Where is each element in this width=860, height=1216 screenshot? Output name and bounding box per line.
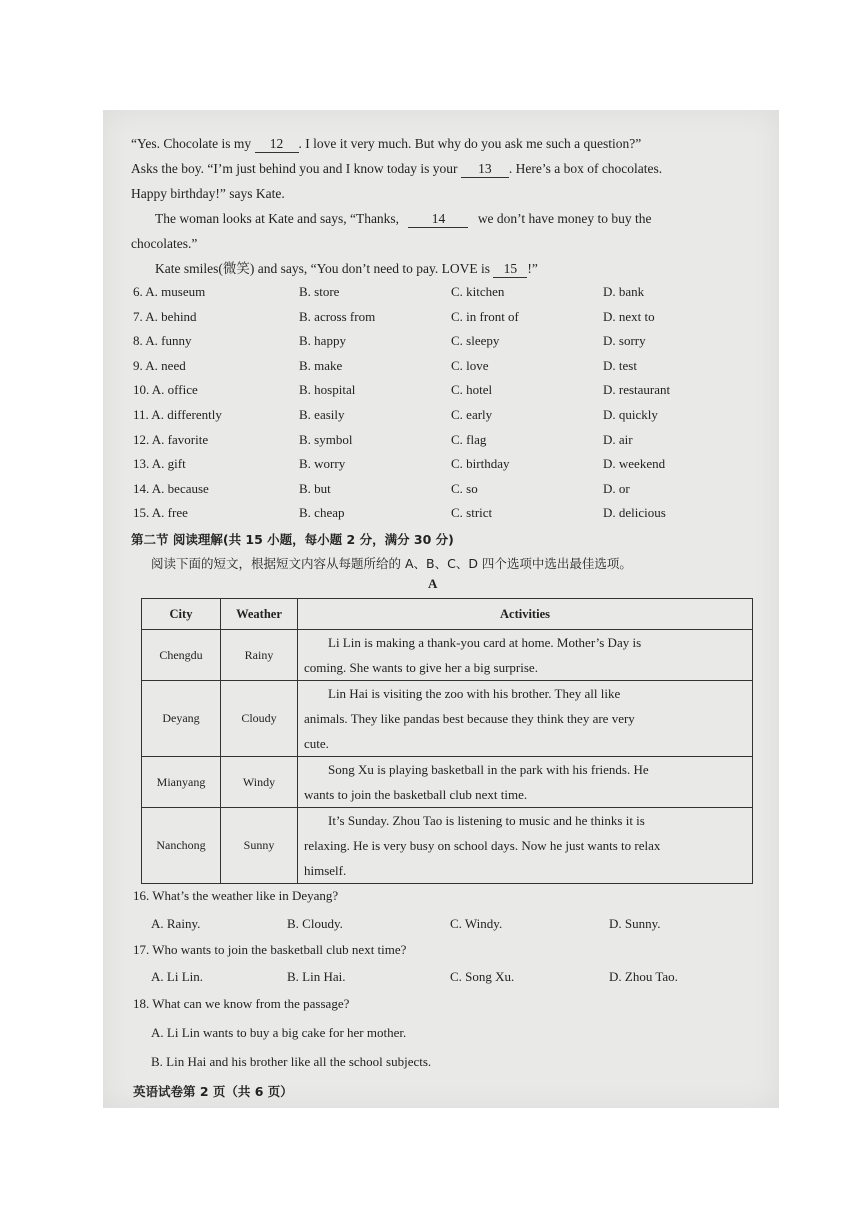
activity-cell [298, 757, 753, 808]
activity-line: Li Lin is making a thank-you card at home. Mother’s Day is [328, 635, 642, 650]
option-row [133, 333, 753, 358]
table-row [142, 630, 753, 681]
activity-line: himself. [304, 863, 347, 878]
option-a: 11. A. differently [133, 406, 222, 422]
activity-cell [298, 630, 753, 681]
q16-option-a: A. Rainy. [151, 916, 201, 931]
passage-line-6 [155, 257, 538, 281]
option-row [133, 358, 753, 383]
option-row [133, 432, 753, 457]
text: . I love it very much. But why do you ask me such a question?” [298, 136, 642, 151]
option-row [133, 309, 753, 334]
weather-cell: Sunny [221, 808, 298, 884]
option-row [133, 505, 753, 530]
option-c: C. in front of [451, 308, 519, 324]
table-row [142, 808, 753, 884]
header-activities: Activities [298, 599, 753, 630]
question-18: 18. What can we know from the passage? [133, 996, 350, 1011]
section-instruction: 阅读下面的短文，根据短文内容从每题所给的 A、B、C、D 四个选项中选出最佳选项。 [151, 556, 632, 571]
option-a: 12. A. favorite [133, 431, 209, 447]
table-row [142, 757, 753, 808]
activity-line: relaxing. He is very busy on school days. Now he just wants to relax [304, 838, 661, 853]
weather-table [141, 598, 753, 884]
option-c: C. flag [451, 431, 487, 447]
activity-line: It’s Sunday. Zhou Tao is listening to music and he thinks it is [328, 813, 645, 828]
activity-cell [298, 681, 753, 757]
option-c: C. birthday [451, 456, 510, 472]
activity-line: wants to join the basketball club next time. [304, 787, 528, 802]
city-cell: Chengdu [142, 630, 221, 681]
text: !” [527, 261, 538, 276]
option-a: 14. A. because [133, 480, 209, 496]
q17-option-c: C. Song Xu. [450, 969, 515, 984]
option-c: C. strict [451, 505, 493, 521]
q17-option-d: D. Zhou Tao. [609, 969, 678, 984]
option-row [133, 481, 753, 506]
page-footer: 英语试卷第 2 页（共 6 页） [133, 1084, 293, 1099]
option-a: 7. A. behind [133, 308, 197, 324]
option-a: 10. A. office [133, 382, 198, 398]
activity-cell [298, 808, 753, 884]
activity-line: cute. [304, 736, 329, 751]
activity-line: Song Xu is playing basketball in the park with his friends. He [328, 762, 649, 777]
option-row [133, 456, 753, 481]
header-weather: Weather [221, 599, 298, 630]
option-a: 8. A. funny [133, 333, 192, 349]
option-b: B. cheap [299, 505, 345, 521]
city-cell: Mianyang [142, 757, 221, 808]
q18-option-a: A. Li Lin wants to buy a big cake for her mother. [151, 1025, 407, 1040]
option-a: 6. A. museum [133, 284, 206, 299]
option-d: D. sorry [603, 333, 646, 349]
option-row [133, 407, 753, 432]
option-b: B. worry [299, 456, 346, 472]
text: Asks the boy. “I’m just behind you and I know today is your [131, 161, 458, 176]
table-header-row [142, 599, 753, 630]
text: we don’t have money to buy the [477, 211, 652, 226]
options-list [133, 284, 753, 530]
passage-line-1 [131, 132, 641, 156]
option-d: D. test [603, 357, 637, 373]
passage-line-4 [155, 207, 652, 231]
option-b: B. across from [299, 308, 376, 324]
option-a: 15. A. free [133, 505, 188, 521]
option-c: C. so [451, 480, 478, 496]
text: Kate smiles(微笑) and says, “You don’t need to pay. LOVE is [155, 261, 490, 276]
option-c: C. sleepy [451, 333, 500, 349]
option-d: D. quickly [603, 406, 658, 422]
blank-13: 13 [461, 161, 509, 178]
blank-15: 15 [493, 261, 527, 278]
passage-label: A [428, 576, 438, 591]
option-b: B. make [299, 357, 343, 373]
option-d: D. next to [603, 308, 655, 324]
activity-line: animals. They like pandas best because they think they are very [304, 711, 635, 726]
question-16: 16. What’s the weather like in Deyang? [133, 888, 339, 903]
option-d: D. weekend [603, 456, 666, 472]
option-d: D. delicious [603, 505, 666, 521]
activity-line: Lin Hai is visiting the zoo with his brother. They all like [328, 686, 621, 701]
option-b: B. hospital [299, 382, 356, 398]
q18-option-b: B. Lin Hai and his brother like all the school subjects. [151, 1054, 432, 1069]
passage-line-3: Happy birthday!” says Kate. [131, 186, 285, 201]
option-row [133, 382, 753, 407]
option-b: B. but [299, 480, 331, 496]
table-row [142, 681, 753, 757]
option-c: C. kitchen [451, 284, 505, 299]
option-a: 9. A. need [133, 357, 186, 373]
q16-option-c: C. Windy. [450, 916, 503, 931]
weather-cell: Cloudy [221, 681, 298, 757]
text: “Yes. Chocolate is my [131, 136, 252, 151]
city-cell: Nanchong [142, 808, 221, 884]
question-17: 17. Who wants to join the basketball club next time? [133, 942, 407, 957]
activity-line: coming. She wants to give her a big surprise. [304, 660, 538, 675]
passage-line-5: chocolates.” [131, 236, 198, 251]
option-row [133, 284, 753, 309]
option-c: C. early [451, 406, 493, 422]
option-c: C. hotel [451, 382, 493, 398]
city-cell: Deyang [142, 681, 221, 757]
passage-line-2 [131, 157, 662, 181]
exam-page [103, 110, 779, 1108]
blank-14: 14 [408, 211, 468, 228]
weather-cell: Windy [221, 757, 298, 808]
blank-12: 12 [255, 136, 299, 153]
option-b: B. happy [299, 333, 346, 349]
text: The woman looks at Kate and says, “Thanks, [155, 211, 400, 226]
option-c: C. love [451, 357, 489, 373]
option-d: D. restaurant [603, 382, 671, 398]
section-title: 第二节 阅读理解(共 15 小题，每小题 2 分，满分 30 分) [131, 532, 454, 547]
text: . Here’s a box of chocolates. [508, 161, 663, 176]
option-d: D. bank [603, 284, 645, 299]
header-city: City [142, 599, 221, 630]
option-d: D. air [603, 431, 633, 447]
option-d: D. or [603, 480, 630, 496]
option-b: B. store [299, 284, 340, 299]
option-b: B. easily [299, 406, 345, 422]
q17-option-b: B. Lin Hai. [287, 969, 346, 984]
q16-option-d: D. Sunny. [609, 916, 661, 931]
weather-cell: Rainy [221, 630, 298, 681]
q16-option-b: B. Cloudy. [287, 916, 343, 931]
option-b: B. symbol [299, 431, 353, 447]
q17-option-a: A. Li Lin. [151, 969, 203, 984]
option-a: 13. A. gift [133, 456, 186, 472]
